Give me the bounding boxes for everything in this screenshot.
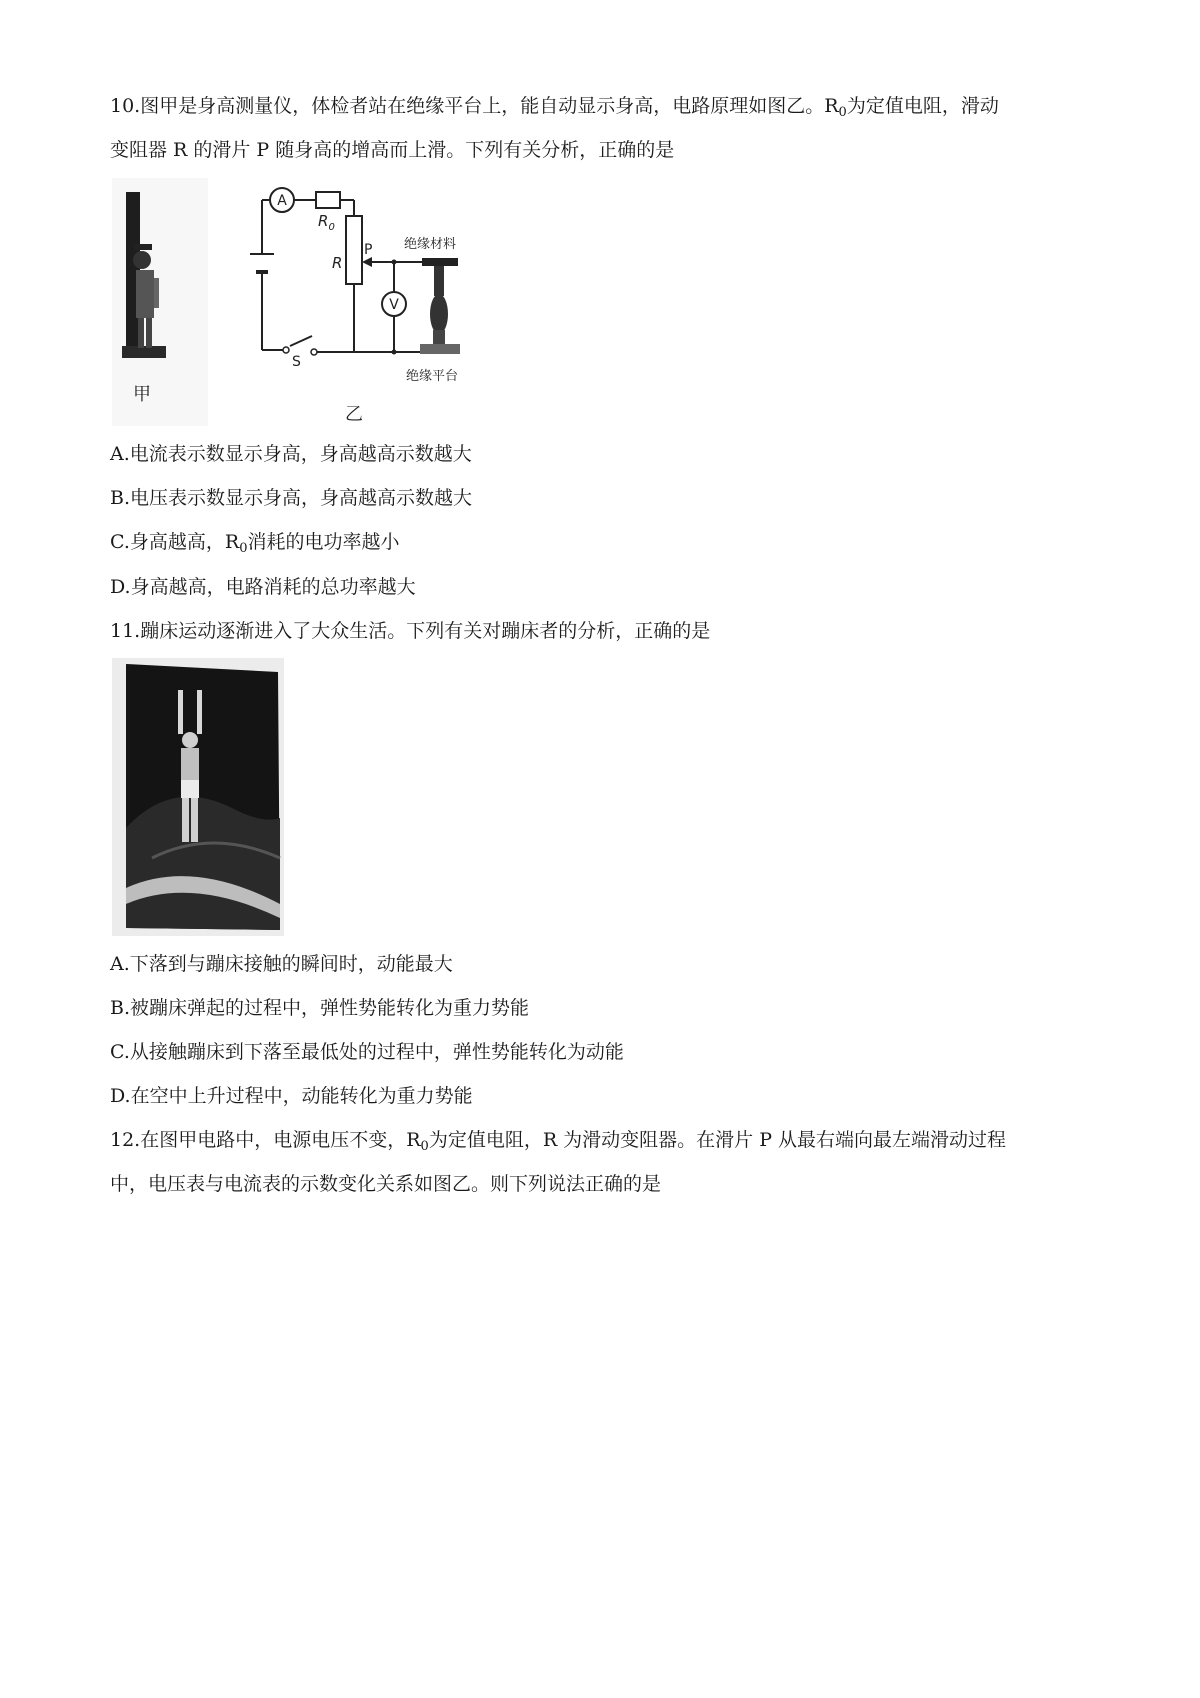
q12-stem-text-cont: 为定值电阻，R 为滑动变阻器。在滑片 P 从最右端向最左端滑动过程 (428, 1129, 1007, 1151)
q12-stem-line1 (110, 1127, 1006, 1160)
q10-stem-text-cont: 为定值电阻，滑动 (846, 95, 999, 117)
q10-stem-text: 10.图甲是身高测量仪，体检者站在绝缘平台上，能自动显示身高，电路原理如图乙。R (110, 95, 839, 117)
circuit-diagram (236, 176, 488, 428)
slider-p-label: P (364, 242, 373, 258)
rheostat-label: R (332, 254, 343, 272)
switch-s-label: S (292, 354, 301, 370)
r0-subscript: 0 (239, 541, 248, 556)
q10-option-b: B.电压表示数显示身高，身高越高示数越大 (110, 487, 473, 509)
voltmeter-label: V (389, 297, 399, 313)
insulating-material-label: 绝缘材料 (404, 237, 457, 252)
ammeter-label: A (277, 193, 287, 209)
q10-stem-line1 (110, 93, 999, 126)
insulating-platform-label: 绝缘平台 (406, 369, 459, 384)
q10-option-c-text: C.身高越高，R (110, 531, 240, 553)
q10-option-d: D.身高越高，电路消耗的总功率越大 (110, 576, 416, 598)
r0-subscript: 0 (420, 1139, 429, 1154)
q11-stem: 11.蹦床运动逐渐进入了大众生活。下列有关对蹦床者的分析，正确的是 (110, 620, 711, 642)
r0-label: $R_0$ (318, 212, 335, 233)
trampoline-photo (112, 658, 284, 936)
figure-caption-yi: 乙 (345, 404, 363, 425)
q11-option-d: D.在空中上升过程中，动能转化为重力势能 (110, 1085, 473, 1107)
figure-caption-jia: 甲 (133, 384, 151, 405)
q12-stem-line2: 中，电压表与电流表的示数变化关系如图乙。则下列说法正确的是 (110, 1173, 662, 1195)
q12-stem-text: 12.在图甲电路中，电源电压不变，R (110, 1129, 421, 1151)
q10-option-a: A.电流表示数显示身高，身高越高示数越大 (110, 443, 472, 465)
q10-stem-line2: 变阻器 R 的滑片 P 随身高的增高而上滑。下列有关分析，正确的是 (110, 139, 675, 161)
q10-option-c-text-cont: 消耗的电功率越小 (247, 531, 400, 553)
q11-option-a: A.下落到与蹦床接触的瞬间时，动能最大 (110, 953, 453, 975)
q11-option-b: B.被蹦床弹起的过程中，弹性势能转化为重力势能 (110, 997, 530, 1019)
q10-option-c (110, 529, 400, 562)
q11-option-c: C.从接触蹦床到下落至最低处的过程中，弹性势能转化为动能 (110, 1041, 624, 1063)
height-meter-photo (112, 178, 208, 426)
r0-subscript: 0 (838, 105, 847, 120)
